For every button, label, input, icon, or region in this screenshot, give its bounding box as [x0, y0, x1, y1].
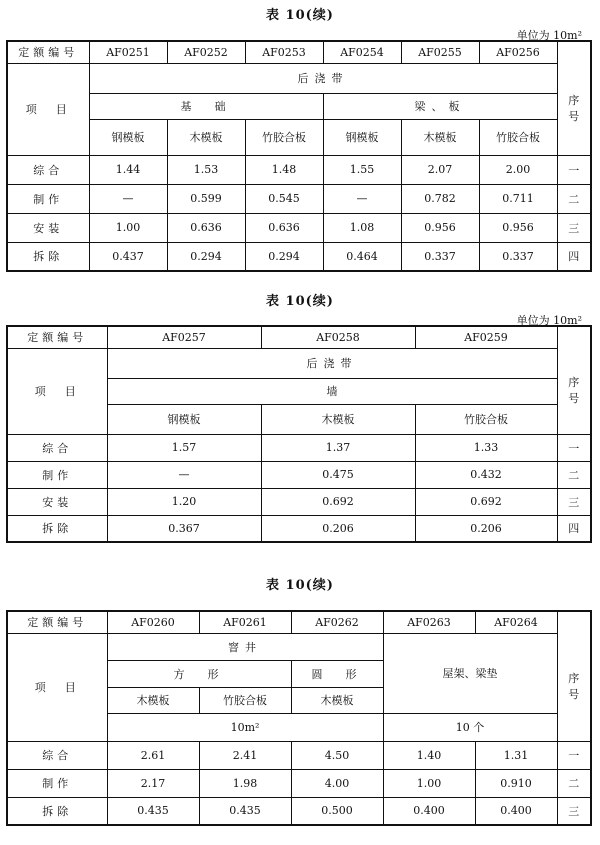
seq-label: 序号 — [568, 671, 580, 701]
table-1-unit: 单位为 10m² — [516, 29, 582, 42]
seq-cell: 三 — [557, 488, 591, 515]
table-3-caption: 表 10(续) — [266, 578, 334, 593]
code-cell: AF0255 — [401, 41, 479, 63]
row-label: 安装 — [7, 213, 89, 242]
table-row — [7, 633, 591, 660]
value-cell: 0.956 — [401, 213, 479, 242]
table-row — [7, 515, 591, 542]
item-label-cell: 项 目 — [7, 633, 107, 741]
table-1-caption: 表 10(续) — [266, 8, 334, 23]
material-header: 竹胶合板 — [479, 119, 557, 155]
value-cell: 0.692 — [261, 488, 415, 515]
subgroup-header: 圆 形 — [291, 660, 383, 687]
row-label: 拆除 — [7, 797, 107, 825]
material-header: 木模板 — [167, 119, 245, 155]
value-cell: 1.33 — [415, 434, 557, 461]
value-cell: 0.500 — [291, 797, 383, 825]
material-header: 木模板 — [291, 687, 383, 713]
material-header: 钢模板 — [89, 119, 167, 155]
seq-cell: 四 — [557, 242, 591, 271]
value-cell: — — [89, 184, 167, 213]
seq-cell: 二 — [557, 184, 591, 213]
value-cell: 0.475 — [261, 461, 415, 488]
code-cell: AF0253 — [245, 41, 323, 63]
code-cell: AF0261 — [199, 611, 291, 633]
table-row — [7, 242, 591, 271]
group-header: 后浇带 — [107, 348, 557, 378]
table-row — [7, 155, 591, 184]
value-cell: 0.692 — [415, 488, 557, 515]
code-cell: AF0256 — [479, 41, 557, 63]
table-row — [7, 461, 591, 488]
table-2-caption: 表 10(续) — [266, 294, 334, 309]
code-cell: AF0262 — [291, 611, 383, 633]
code-cell: AF0260 — [107, 611, 199, 633]
subgroup-header: 基 础 — [89, 93, 323, 119]
row-label: 拆除 — [7, 242, 89, 271]
code-cell: AF0257 — [107, 326, 261, 348]
value-cell: 1.00 — [89, 213, 167, 242]
value-cell: 0.206 — [261, 515, 415, 542]
item-label-cell: 项 目 — [7, 348, 107, 434]
table-row — [7, 326, 591, 348]
unit-cell: 10m² — [107, 713, 383, 741]
seq-cell: 三 — [557, 213, 591, 242]
value-cell: 0.910 — [475, 769, 557, 797]
row-label: 制作 — [7, 184, 89, 213]
material-header: 木模板 — [107, 687, 199, 713]
row-label: 综合 — [7, 434, 107, 461]
value-cell: 1.31 — [475, 741, 557, 769]
value-cell: 0.400 — [475, 797, 557, 825]
code-cell: AF0252 — [167, 41, 245, 63]
value-cell: 0.956 — [479, 213, 557, 242]
value-cell: 0.294 — [167, 242, 245, 271]
seq-cell: 一 — [557, 434, 591, 461]
code-cell: AF0264 — [475, 611, 557, 633]
group-header: 屋架、梁垫 — [383, 633, 557, 713]
seq-label-cell — [557, 63, 591, 155]
seq-cell: 三 — [557, 797, 591, 825]
table-2-unit: 单位为 10m² — [516, 314, 582, 327]
value-cell: 0.294 — [245, 242, 323, 271]
row-label: 综合 — [7, 155, 89, 184]
table-row — [7, 184, 591, 213]
table-row — [7, 93, 591, 119]
seq-cell: 一 — [557, 741, 591, 769]
material-header: 竹胶合板 — [415, 404, 557, 434]
item-label-cell: 项 目 — [7, 63, 89, 155]
table-row — [7, 63, 591, 93]
table-2 — [6, 325, 592, 543]
group-header: 窨井 — [107, 633, 383, 660]
material-header: 钢模板 — [107, 404, 261, 434]
value-cell: 0.432 — [415, 461, 557, 488]
code-label-cell: 定额编号 — [7, 326, 107, 348]
row-label: 制作 — [7, 461, 107, 488]
table-row — [7, 119, 591, 155]
seq-cell: 二 — [557, 769, 591, 797]
value-cell: 0.337 — [401, 242, 479, 271]
table-3 — [6, 610, 592, 826]
value-cell: 0.337 — [479, 242, 557, 271]
value-cell: 1.20 — [107, 488, 261, 515]
table-row — [7, 611, 591, 633]
code-cell: AF0263 — [383, 611, 475, 633]
table-row — [7, 434, 591, 461]
value-cell: 2.61 — [107, 741, 199, 769]
subgroup-header: 梁、板 — [323, 93, 557, 119]
material-header: 竹胶合板 — [199, 687, 291, 713]
subgroup-header: 墙 — [107, 378, 557, 404]
material-header: 竹胶合板 — [245, 119, 323, 155]
code-cell: AF0258 — [261, 326, 415, 348]
code-label-cell: 定额编号 — [7, 41, 89, 63]
material-header: 木模板 — [401, 119, 479, 155]
group-header: 后浇带 — [89, 63, 557, 93]
code-cell: AF0251 — [89, 41, 167, 63]
seq-label: 序号 — [568, 93, 580, 123]
table-row — [7, 213, 591, 242]
value-cell: 4.50 — [291, 741, 383, 769]
value-cell: 0.400 — [383, 797, 475, 825]
value-cell: 1.00 — [383, 769, 475, 797]
value-cell: 0.437 — [89, 242, 167, 271]
value-cell: 0.636 — [245, 213, 323, 242]
value-cell: 1.44 — [89, 155, 167, 184]
seq-label-cell — [557, 633, 591, 741]
value-cell: 1.48 — [245, 155, 323, 184]
value-cell: 2.17 — [107, 769, 199, 797]
value-cell: 0.464 — [323, 242, 401, 271]
row-label: 制作 — [7, 769, 107, 797]
table-row — [7, 348, 591, 378]
value-cell: 2.07 — [401, 155, 479, 184]
value-cell: 1.53 — [167, 155, 245, 184]
value-cell: 1.98 — [199, 769, 291, 797]
value-cell: 0.599 — [167, 184, 245, 213]
value-cell: 2.41 — [199, 741, 291, 769]
code-cell: AF0254 — [323, 41, 401, 63]
unit-cell: 10 个 — [383, 713, 557, 741]
seq-label-cell — [557, 348, 591, 434]
value-cell: 1.40 — [383, 741, 475, 769]
value-cell: 0.782 — [401, 184, 479, 213]
value-cell: 4.00 — [291, 769, 383, 797]
value-cell: 1.55 — [323, 155, 401, 184]
material-header: 钢模板 — [323, 119, 401, 155]
value-cell: — — [323, 184, 401, 213]
code-cell: AF0259 — [415, 326, 557, 348]
table-row — [7, 488, 591, 515]
value-cell: 0.636 — [167, 213, 245, 242]
seq-cell: 一 — [557, 155, 591, 184]
value-cell: 2.00 — [479, 155, 557, 184]
value-cell: — — [107, 461, 261, 488]
table-1 — [6, 40, 592, 272]
seq-cell: 二 — [557, 461, 591, 488]
table-row — [7, 769, 591, 797]
value-cell: 1.08 — [323, 213, 401, 242]
value-cell: 0.435 — [107, 797, 199, 825]
row-label: 拆除 — [7, 515, 107, 542]
material-header: 木模板 — [261, 404, 415, 434]
row-label: 综合 — [7, 741, 107, 769]
table-row — [7, 797, 591, 825]
value-cell: 1.57 — [107, 434, 261, 461]
row-label: 安装 — [7, 488, 107, 515]
value-cell: 0.435 — [199, 797, 291, 825]
subgroup-header: 方 形 — [107, 660, 291, 687]
value-cell: 0.545 — [245, 184, 323, 213]
value-cell: 0.367 — [107, 515, 261, 542]
seq-cell: 四 — [557, 515, 591, 542]
table-row — [7, 741, 591, 769]
value-cell: 0.206 — [415, 515, 557, 542]
code-label-cell: 定额编号 — [7, 611, 107, 633]
value-cell: 0.711 — [479, 184, 557, 213]
seq-label: 序号 — [568, 375, 580, 405]
value-cell: 1.37 — [261, 434, 415, 461]
table-row — [7, 41, 591, 63]
